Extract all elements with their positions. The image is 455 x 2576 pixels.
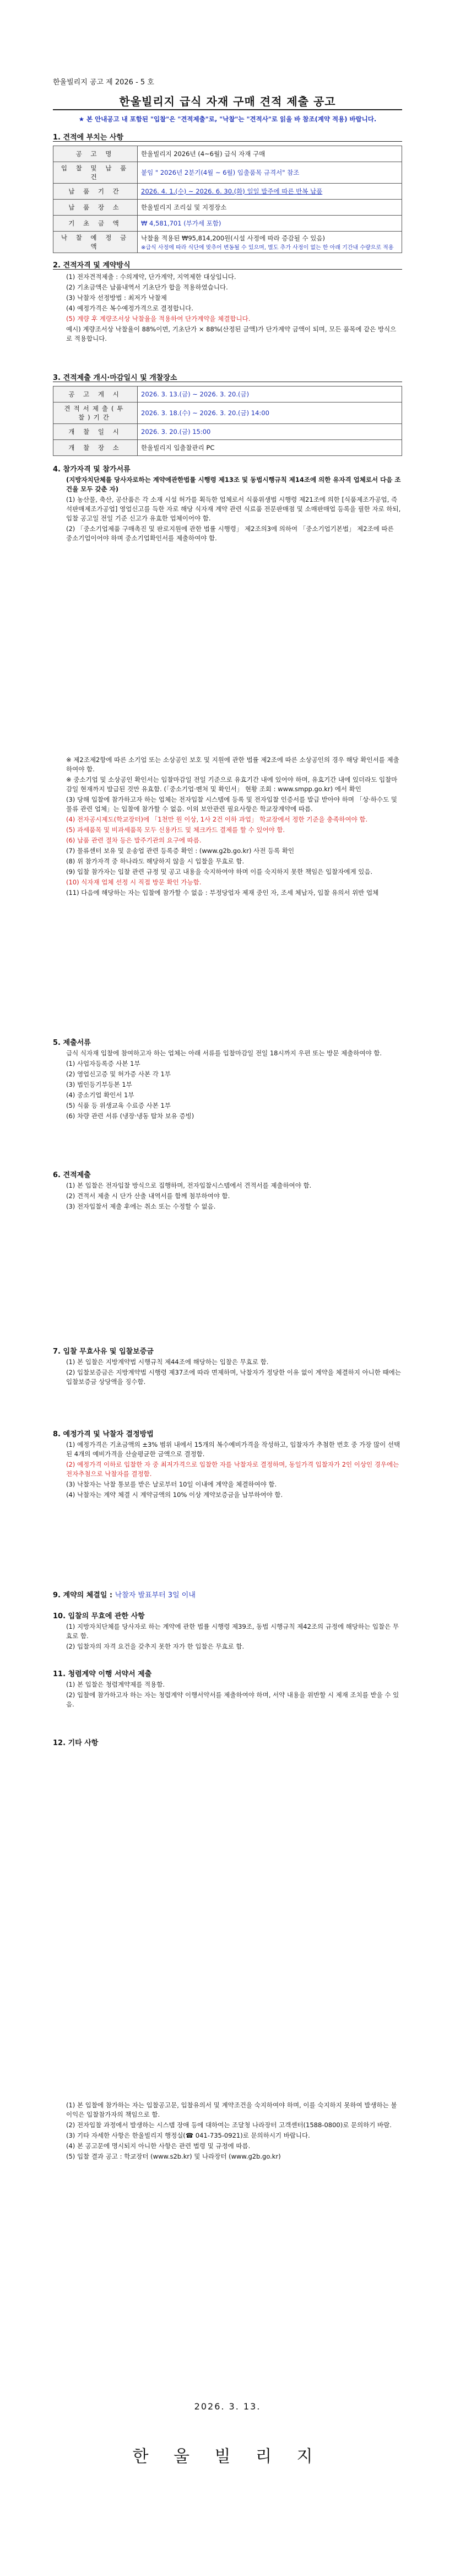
list-item: (2) 입찰보증금은 지방계약법 시행령 제37조에 따라 면제하며, 낙찰자가 정당한 이유 없이 계약을 체결하지 아니한 때에는 입찰보증금 상당액을 징수함. [66,1368,401,1386]
section-10-body [66,1622,401,1652]
section-12-continued [66,2101,401,2162]
row-key: 견적서제출(투찰)기간 [53,402,138,424]
list-item: (5) 계량 후 계량조서상 낙찰율을 적용하여 단가계약을 체결합니다. [66,315,251,323]
list-item: (3) 법인등기부등본 1부 [66,1081,132,1088]
expected-amount: 낙찰율 적용된 ₩95,814,200원(시설 사정에 따라 증감될 수 있음) [141,234,325,242]
row-key: 기 초 금 액 [53,216,138,232]
table-row [53,402,402,424]
list-item: (6) 차량 관련 서류 (냉장·냉동 탑차 보유 증빙) [66,1112,194,1120]
section-11-body [66,1680,401,1710]
list-item: (3) 전자입찰서 제출 후에는 취소 또는 수정할 수 없음. [66,1203,216,1210]
section-5-body [66,1049,401,1122]
row-key: 공 고 명 [53,146,138,162]
list-item: (4) 낙찰자는 계약 체결 시 계약금액의 10% 이상 계약보증금을 납부하여야 함. [66,1491,283,1499]
section-8-body [66,1440,401,1501]
row-value: 2026. 3. 20.(금) 15:00 [138,424,402,440]
list-item: (4) 중소기업 확인서 1부 [66,1091,134,1099]
section-4-heading: 4. 참가자격 및 참가서류 [53,465,131,474]
section-1-heading: 1. 견적에 부치는 사항 [53,133,124,142]
list-item: (2) 입찰에 참가하고자 하는 자는 청렴계약 이행서약서를 제출하여야 하며, 서약 내용을 위반할 시 제재 조치를 받을 수 있음. [66,1691,399,1708]
section-2-body [66,272,401,345]
section-9-label: 9. 계약의 체결일 : [53,1591,113,1600]
list-item: (1) 농산물, 축산, 공산품은 각 소재 시설 허가를 획득한 업체로서 식품위생법 시행령 제21조에 의한 [식품제조가공업, 즉석판매제조가공업] 영업신고를 득한 자로 해당 식자재 계약 관련 식료품 전문판매점 및 소매판매업 등록을 필한 자로 하되, 입찰 공고일 전일 기준 신고가 유효한 업체이어야 함. [66,496,401,522]
section-8-heading: 8. 예정가격 및 낙찰자 결정방법 [53,1430,154,1439]
list-item: ※ 중소기업 및 소상공인 확인서는 입찰마감일 전일 기준으로 유효기간 내에 있어야 하며, 유효기간 내에 있더라도 입찰마감일 현재까지 발급된 것만 유효함. (「중소기업·벤처 및 확인서」 현황 조회 : www.smpp.go.kr) 에서 확인 [66,776,398,793]
list-item: (9) 입찰 참가자는 입찰 관련 규정 및 공고 내용을 숙지하여야 하며 이를 숙지하지 못한 책임은 입찰자에게 있음. [66,868,373,876]
list-item: (8) 위 참가자격 중 하나라도 해당하지 않을 시 입찰을 무효로 함. [66,857,245,865]
row-value: 붙임 " 2026년 2분기(4월 ~ 6월) 입출품목 규격서" 참조 [138,162,402,184]
list-item: (3) 낙찰자는 낙찰 통보를 받은 날로부터 10일 이내에 계약을 체결하여야 함. [66,1480,277,1488]
section-11-heading: 11. 청렴계약 이행 서약서 제출 [53,1670,152,1678]
section-5-intro: 급식 식자재 입찰에 참여하고자 하는 업체는 아래 서류를 입찰마감일 전일 18시까지 우편 또는 방문 제출하여야 함. [66,1049,382,1057]
row-value: 2026. 4. 1.(수) ~ 2026. 6. 30.(화) 일일 발주에 따른 반복 납품 [138,184,402,200]
table-row [53,146,402,162]
list-item: (5) 입찰 결과 공고 : 학교장터 (www.s2b.kr) 및 나라장터 (www.g2b.go.kr) [66,2153,281,2160]
section-5-heading: 5. 제출서류 [53,1039,91,1047]
table-row [53,162,402,184]
list-item: (4) 본 공고문에 명시되지 아니한 사항은 관련 법령 및 규정에 따름. [66,2142,251,2150]
section-7-heading: 7. 입찰 무효사유 및 입찰보증금 [53,1348,154,1356]
row-key: 개 찰 장 소 [53,440,138,456]
list-item: (1) 지방자치단체를 당사자로 하는 계약에 관한 법률 시행령 제39조, 동법 시행규칙 제42조의 규정에 해당하는 입찰은 무효로 함. [66,1623,399,1640]
row-value: 한울빌리지 조리실 및 지정장소 [138,200,402,216]
section-6-body [66,1181,401,1212]
section-4-intro: (지방자치단체를 당사자로하는 계약에관한법률 시행령 제13조 및 동법시행규칙 제14조에 의한 유자격 업체로서 다음 조건을 모두 갖춘 자) [66,476,401,493]
table-row [53,184,402,200]
list-item: (3) 낙찰자 선정방법 : 최저가 낙찰제 [66,294,167,302]
section-1-table [53,146,402,253]
list-item: (1) 예정가격은 기초금액의 ±3% 범위 내에서 15개의 복수예비가격을 작성하고, 입찰자가 추첨한 번호 중 가장 많이 선택된 4개의 예비가격을 산술평균한 금액으로 결정함. [66,1441,400,1458]
section-1-divider [53,141,402,142]
table-row [53,200,402,216]
list-item: (6) 납품 관련 절차 등은 발주기관의 요구에 따름. [66,836,202,844]
section-9-value: 낙찰자 발표부터 3일 이내 [115,1591,196,1600]
row-key: 공 고 게 시 [53,387,138,402]
list-item: (2) 예정가격 이하로 입찰한 자 중 최저가격으로 입찰한 자를 낙찰자로 결정하며, 동일가격 입찰자가 2인 이상인 경우에는 전자추첨으로 낙찰자를 결정함. [66,1461,399,1478]
row-value [138,232,402,253]
section-4-continued [66,755,401,899]
section-2-divider [53,269,402,270]
row-value: 2026. 3. 18.(수) ~ 2026. 3. 20.(금) 14:00 [138,402,402,424]
list-item: (7) 물류센터 보유 및 운송업 관련 등록증 확인 : (www.g2b.go.kr) 사전 등록 확인 [66,847,295,855]
row-value: 한울빌리지 입출찰관리 PC [138,440,402,456]
section-7-body [66,1357,401,1388]
section-2-heading: 2. 견적자격 및 계약방식 [53,261,131,270]
row-key: 납 품 장 소 [53,200,138,216]
list-item: (1) 본 입찰은 청렴계약제를 적용함. [66,1681,165,1688]
list-item: (2) 「중소기업제품 구매촉진 및 판로지원에 관한 법률 시행령」 제2조의3에 의하여 「중소기업기본법」 제2조에 따른 중소기업이어야 하며 중소기업확인서를 제출하여야 함. [66,525,394,542]
row-key: 개 찰 일 시 [53,424,138,440]
section-3-table [53,386,402,456]
table-row [53,440,402,456]
table-row [53,387,402,402]
section-9-heading [53,1589,196,1600]
table-row [53,232,402,253]
title-divider [53,109,402,110]
section-6-heading: 6. 견적제출 [53,1171,91,1179]
subnote: ★ 본 안내공고 내 포함된 "입찰"은 "견적제출"로, "낙찰"는 "견적사"로 읽을 바 참조(계약 적용) 바랍니다. [78,115,377,123]
section-10-heading: 10. 입찰의 무효에 관한 사항 [53,1612,145,1620]
list-item: (2) 전자입찰 과정에서 발생하는 시스템 장애 등에 대하여는 조달청 나라장터 고객센터(1588-0800)로 문의하기 바람. [66,2121,392,2129]
list-item: (1) 전자견적제출 : 수의계약, 단가계약, 지역제한 대상입니다. [66,273,236,281]
document-date: 2026. 3. 13. [194,2401,261,2412]
list-item: (4) 예정가격은 복수예정가격으로 결정합니다. [66,304,193,312]
row-key: 납 품 기 간 [53,184,138,200]
row-value: 한울빌리지 2026년 (4~6월) 급식 자재 구매 [138,146,402,162]
row-key: 입 찰 및 납 품 건 [53,162,138,184]
list-item: (1) 사업자등록증 사본 1부 [66,1060,140,1067]
row-value: ₩ 4,581,701 (부가세 포함) [138,216,402,232]
list-item: (2) 기초금액은 납품내역서 기초단가 합을 적용하였습니다. [66,283,228,291]
section-12-heading: 12. 기타 사항 [53,1739,99,1747]
notice-number: 한울빌리지 공고 제 2026 - 5 호 [53,78,154,87]
table-row [53,216,402,232]
list-item: ※ 제2조제2항에 따른 소기업 또는 소상공인 보호 및 지원에 관한 법률 제2조에 따른 소상공인의 경우 해당 확인서를 제출하여야 함. [66,756,399,773]
list-item: (3) 당해 입찰에 참가하고자 하는 업체는 전자입찰 시스템에 등록 및 전자입찰 인증서를 발급 받아야 하며 「상·하수도 및 물류 관련 업체」는 입찰에 참가할 수 없음. 이외 보안관련 필요사항은 학교장계약에 따름. [66,796,397,813]
list-item: (5) 과세품목 및 비과세품목 모두 신용카드 및 체크카드 결제를 할 수 있어야 함. [66,826,285,834]
list-item: (2) 입찰자의 자격 요건을 갖추지 못한 자가 한 입찰은 무효로 함. [66,1643,245,1650]
list-item: (11) 다음에 해당하는 자는 입찰에 참가할 수 없음 : 부정당업자 제재 중인 자, 조세 체납자, 입찰 유의서 위반 업체 [66,889,379,897]
list-item: (10) 식자재 업체 선정 시 직접 방문 확인 가능함. [66,878,202,886]
list-item: (1) 본 입찰은 전자입찰 방식으로 집행하며, 전자입찰시스템에서 견적서를 제출하여야 함. [66,1182,312,1189]
list-item: (5) 식품 등 위생교육 수료증 사본 1부 [66,1102,171,1109]
list-item: 예시) 계량조서상 낙찰율이 88%이면, 기초단가 × 88%(산정된 금액)가 단가계약 금액이 되며, 모든 품목에 같은 방식으로 적용합니다. [66,325,397,342]
list-item: (1) 본 입찰에 참가하는 자는 입찰공고문, 입찰유의서 및 계약조건을 숙지하여야 하며, 이를 숙지하지 못하여 발생하는 불이익은 입찰참가자의 책임으로 함. [66,2101,397,2118]
list-item: (3) 기타 자세한 사항은 한울빌리지 행정실(☎ 041-735-0921)로 문의하시기 바랍니다. [66,2132,310,2139]
organization-name: 한 울 빌 리 지 [132,2447,323,2466]
list-item: (2) 영업신고증 및 허가증 사본 각 1부 [66,1070,171,1078]
section-4-body [66,475,401,544]
row-value: 2026. 3. 13.(금) ~ 2026. 3. 20.(금) [138,387,402,402]
table-row [53,424,402,440]
list-item: (2) 견적서 제출 시 단가 산출 내역서를 함께 첨부하여야 함. [66,1192,230,1200]
row-key: 낙 찰 예 정 금 액 [53,232,138,253]
list-item: (4) 전자공시제도(학교장터)에 「1천만 원 이상, 1사 2건 이하 과업」 학교장에서 정한 기준을 충족하여야 함. [66,815,368,823]
amount-note: ※급식 사정에 따라 식단에 맞추어 변동될 수 있으며, 별도 추가 사정이 없는 한 아래 기간내 수량으로 적용 [141,244,394,251]
section-3-heading: 3. 견적제출 개시·마감일시 및 개찰장소 [53,374,177,382]
document-title: 한울빌리지 급식 자재 구매 견적 제출 공고 [119,95,336,108]
list-item: (1) 본 입찰은 지방계약법 시행규칙 제44조에 해당하는 입찰은 무효로 함. [66,1358,269,1366]
